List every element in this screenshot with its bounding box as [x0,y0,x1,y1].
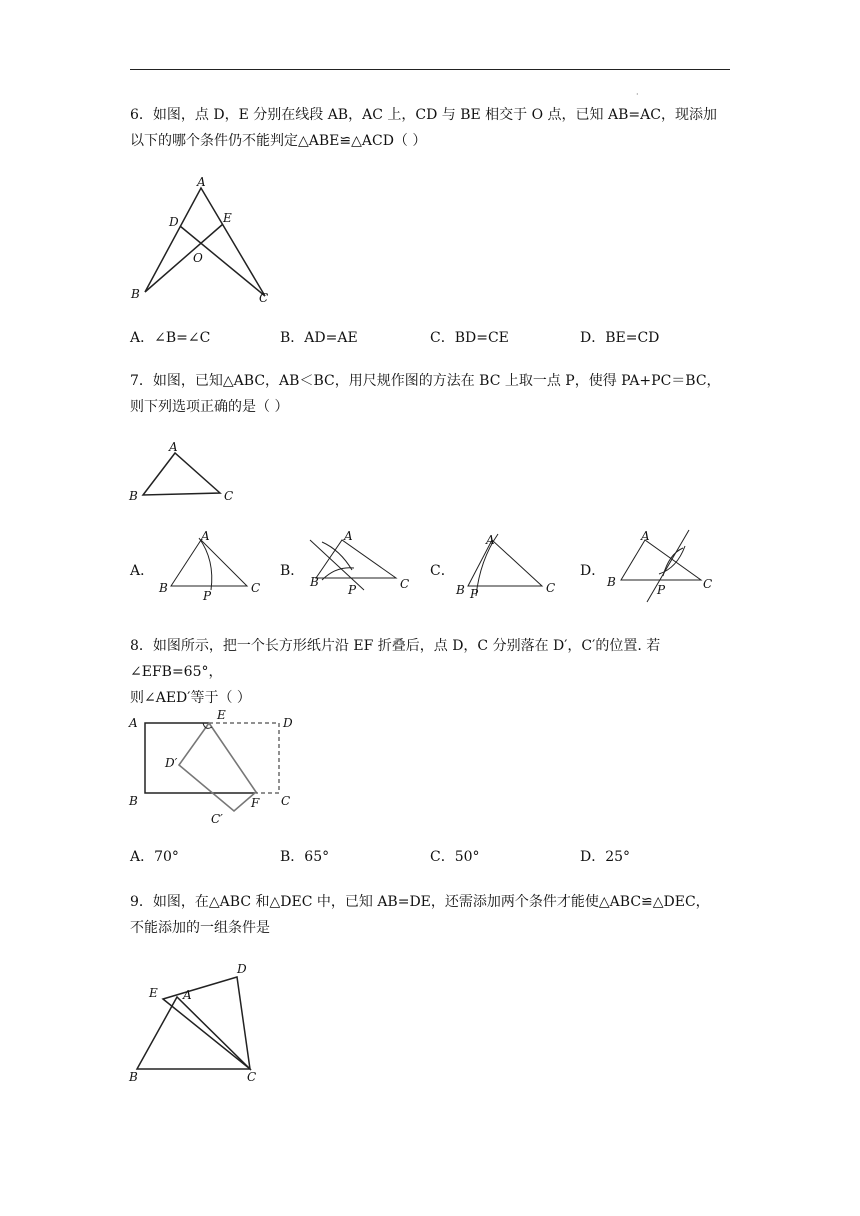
q7c-label-A: A [486,533,495,547]
q7-option-a-figure [155,530,265,602]
question-8-line1: 8．如图所示，把一个长方形纸片沿 EF 折叠后，点 D，C 分别落在 D′，C′的位置. 若∠EFB=65°， [130,638,661,680]
q7b-label-C: C [400,577,410,591]
q8-label-C1: C′ [211,812,223,826]
question-7-line2: 则下列选项正确的是（ ） [130,399,289,415]
question-9-line1: 9．如图，在△ABC 和△DEC 中，已知 AB=DE，还需添加两个条件才能使△ABC≌△DEC， [130,894,710,910]
q8-label-D: D [283,716,293,730]
q8-label-D1: D′ [165,756,178,770]
q7-label-C: C [224,489,234,503]
q9-label-A: A [183,988,192,1002]
q8-label-A: A [129,716,138,730]
q7a-label-P: P [203,589,212,603]
q6-label-B: B [131,287,140,301]
q6-label-C: C [259,291,269,305]
q9-label-B: B [129,1070,138,1084]
q7-label-B: B [129,489,138,503]
question-9-line2: 不能添加的一组条件是 [130,920,270,936]
q6-label-D: D [169,215,179,229]
q8-option-a: A．70° [130,849,179,865]
q7b-label-P: P [348,583,357,597]
q7-option-a: A． [130,563,155,579]
q9-figure [125,955,275,1085]
question-7 [130,368,730,420]
q9-label-E: E [149,986,158,1000]
q7-option-d: D． [580,563,606,579]
q7c-label-P: P [470,587,479,601]
q6-label-E: E [223,211,232,225]
header-rule [130,69,730,70]
question-7-line1: 7．如图，已知△ABC，AB＜BC，用尺规作图的方法在 BC 上取一点 P，使得 PA+PC＝BC， [130,373,721,389]
q7a-label-B: B [159,581,168,595]
q7-label-A: A [169,440,178,454]
q7b-label-A: A [344,529,353,543]
q6-option-d: D．BE=CD [580,330,660,346]
q6-option-c: C．BD=CE [430,330,509,346]
q7a-label-C: C [251,581,261,595]
q7d-label-A: A [641,529,650,543]
q7a-label-A: A [201,529,210,543]
q9-label-C: C [247,1070,257,1084]
q7-option-b: B． [280,563,305,579]
q6-option-b: B．AD=AE [280,330,358,346]
q8-label-E: E [217,708,226,722]
q8-label-B: B [129,794,138,808]
q7b-label-B: B [310,575,319,589]
q7-option-b-figure [300,528,415,600]
q7d-label-P: P [657,583,666,597]
q7-option-c-figure [450,530,560,602]
q8-figure [125,705,305,827]
q6-figure [125,172,285,307]
q8-label-C: C [281,794,291,808]
q6-label-A: A [197,175,206,189]
q7-option-c: C． [430,563,455,579]
q6-option-a: A．∠B=∠C [130,330,211,346]
q7d-label-B: B [607,575,616,589]
q9-label-D: D [237,962,247,976]
q8-option-b: B．65° [280,849,330,865]
q7c-label-C: C [546,581,556,595]
question-8-line2: 则∠AED′等于（ ） [130,690,251,706]
q8-option-c: C．50° [430,849,480,865]
q8-option-d: D．25° [580,849,631,865]
q7c-label-B: B [456,583,465,597]
q7-main-figure [125,440,245,505]
q8-label-F: F [251,796,260,810]
question-6-line1: 6．如图，点 D，E 分别在线段 AB，AC 上，CD 与 BE 相交于 O 点，已知 AB=AC，现添加 [130,107,717,123]
page-mark: · [636,90,639,99]
question-9 [130,889,730,941]
question-6-line2: 以下的哪个条件仍不能判定△ABE≌△ACD（ ） [130,133,427,149]
question-8 [130,633,730,711]
question-6 [130,102,730,154]
q6-label-O: O [193,251,203,265]
q7-option-d-figure [605,528,720,606]
q7d-label-C: C [703,577,713,591]
